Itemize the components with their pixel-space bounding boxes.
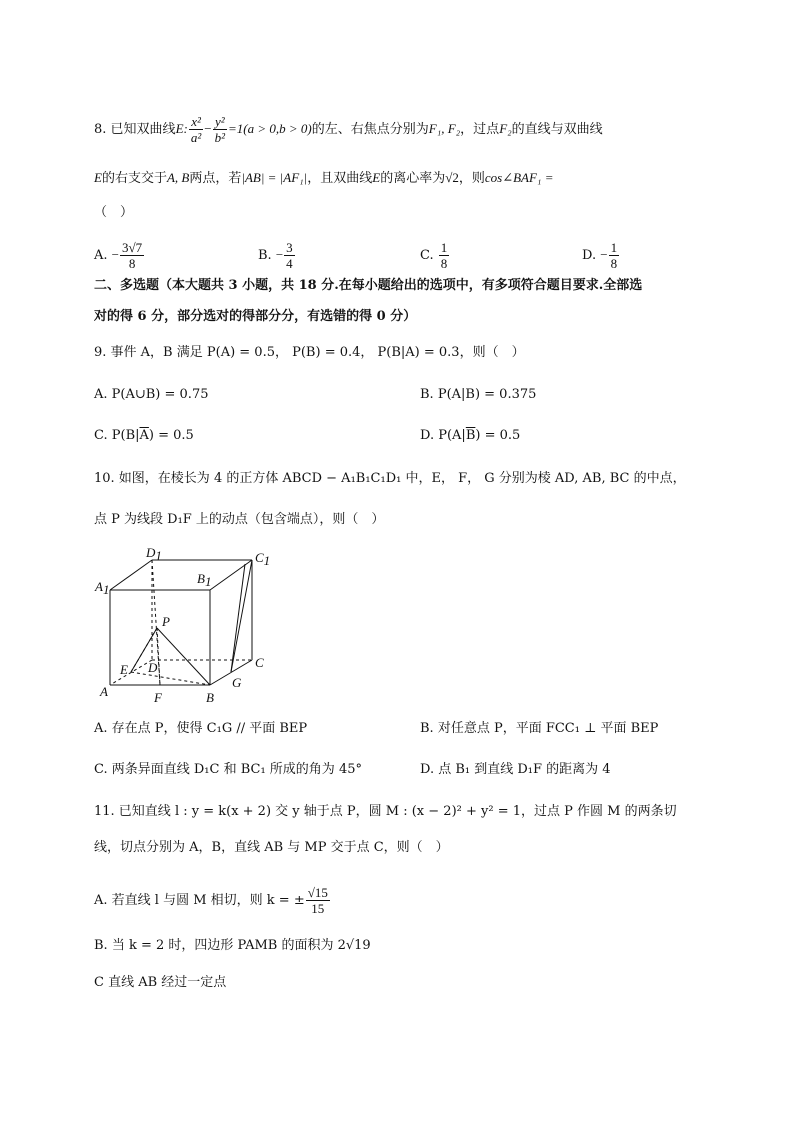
section-2-header-line1: 二、多选题（本大题共 3 小题，共 18 分.在每小题给出的选项中，有多项符合题目要求.全部选 <box>94 278 643 293</box>
q9-option-a[interactable]: A. P(A∪B) = 0.75 <box>94 387 209 402</box>
q8-stem-line1: 8. 已知双曲线E: $\frac{\text{x²}}{\text{a²}}$ − $\frac{\text{y²}}{\text{b²}}$ =1(a > 0,b > 0)的左、右焦点分别为F₁, F₂，过点F₂的直线与双曲线 <box>94 114 603 145</box>
q11-option-c[interactable]: C 直线 AB 经过一定点 <box>94 975 227 990</box>
label-d1: D1 <box>146 545 162 563</box>
q8-eq-rhs: =1(a > 0,b > 0) <box>228 121 312 136</box>
q8-cos-expression: cos∠BAF₁ = <box>484 170 554 185</box>
q8-foci: F₁, F₂ <box>428 121 461 136</box>
q11-option-a[interactable]: A. 若直线 l 与圆 M 相切，则 k = ± $\frac{√15}{15}$ <box>94 885 328 916</box>
label-g: G <box>232 675 242 690</box>
q8-option-a[interactable]: A. − $\frac{3√7}{8}$ <box>94 240 143 271</box>
label-b: B <box>206 690 214 705</box>
cube-figure <box>90 540 290 710</box>
q10-stem-line1: 10. 如图，在棱长为 4 的正方体 ABCD − A₁B₁C₁D₁ 中，E， F， G 分别为棱 AD, AB, BC 的中点， <box>94 471 686 486</box>
label-c1: C1 <box>255 550 271 568</box>
q8-stem-line2: E的右支交于A, B两点，若|AB| = |AF₁|，且双曲线E的离心率为√2，则cos∠BAF₁ = <box>94 170 554 186</box>
q8-text-1: 已知双曲线 <box>110 122 176 137</box>
q8-eq-lhs: E: <box>175 121 188 136</box>
label-d: D <box>148 660 158 675</box>
label-a: A <box>100 684 108 699</box>
q10-option-a[interactable]: A. 存在点 P，使得 C₁G // 平面 BEP <box>94 721 308 736</box>
q9-option-c[interactable]: C. $P(B|\overline{A}) = 0.5$ <box>94 428 194 443</box>
q11-stem-line1: 11. 已知直线 l : y = k(x + 2) 交 y 轴于点 P，圆 M : (x − 2)² + y² = 1，过点 P 作圆 M 的两条切 <box>94 804 677 819</box>
q9-option-b[interactable]: B. P(A|B) = 0.375 <box>420 387 537 402</box>
q8-answer-paren: （ ） <box>94 205 134 220</box>
q10-option-d[interactable]: D. 点 B₁ 到直线 D₁F 的距离为 4 <box>420 762 611 777</box>
q8-frac-y2-b2: $\frac{\text{y²}}{\text{b²}}$ <box>214 114 225 145</box>
q8-option-b[interactable]: B. − $\frac{3}{4}$ <box>258 240 293 271</box>
label-c: C <box>255 655 264 670</box>
q9-option-d[interactable]: D. $P(A|\overline{B}) = 0.5$ <box>420 428 521 443</box>
q8-sqrt2: √2 <box>445 170 459 185</box>
q8-option-c[interactable]: C. $\frac{1}{8}$ <box>420 240 448 271</box>
label-e: E <box>120 662 128 677</box>
q11-stem-line2: 线，切点分别为 A，B，直线 AB 与 MP 交于点 C，则（ ） <box>94 840 449 855</box>
label-b1: B1 <box>197 571 212 589</box>
q9-stem: 9. 事件 A，B 满足 P(A) = 0.5， P(B) = 0.4， P(B|A) = 0.3，则（ ） <box>94 345 525 360</box>
section-2-header-line2: 对的得 6 分，部分选对的得部分分，有选错的得 0 分） <box>94 309 417 324</box>
q8-option-d[interactable]: D. − $\frac{1}{8}$ <box>582 240 618 271</box>
q8-frac-x2-a2: $\frac{\text{x²}}{\text{a²}}$ <box>190 114 202 145</box>
label-f: F <box>154 690 162 705</box>
q8-number: 8. <box>94 122 107 137</box>
q10-stem-line2: 点 P 为线段 D₁F 上的动点（包含端点），则（ ） <box>94 512 385 527</box>
label-a1: A1 <box>95 579 110 597</box>
label-p: P <box>162 614 170 629</box>
q10-option-b[interactable]: B. 对任意点 P，平面 FCC₁ ⊥ 平面 BEP <box>420 721 659 736</box>
q10-option-c[interactable]: C. 两条异面直线 D₁C 和 BC₁ 所成的角为 45° <box>94 762 362 777</box>
q11-option-b[interactable]: B. 当 k = 2 时，四边形 PAMB 的面积为 2√19 <box>94 938 371 953</box>
